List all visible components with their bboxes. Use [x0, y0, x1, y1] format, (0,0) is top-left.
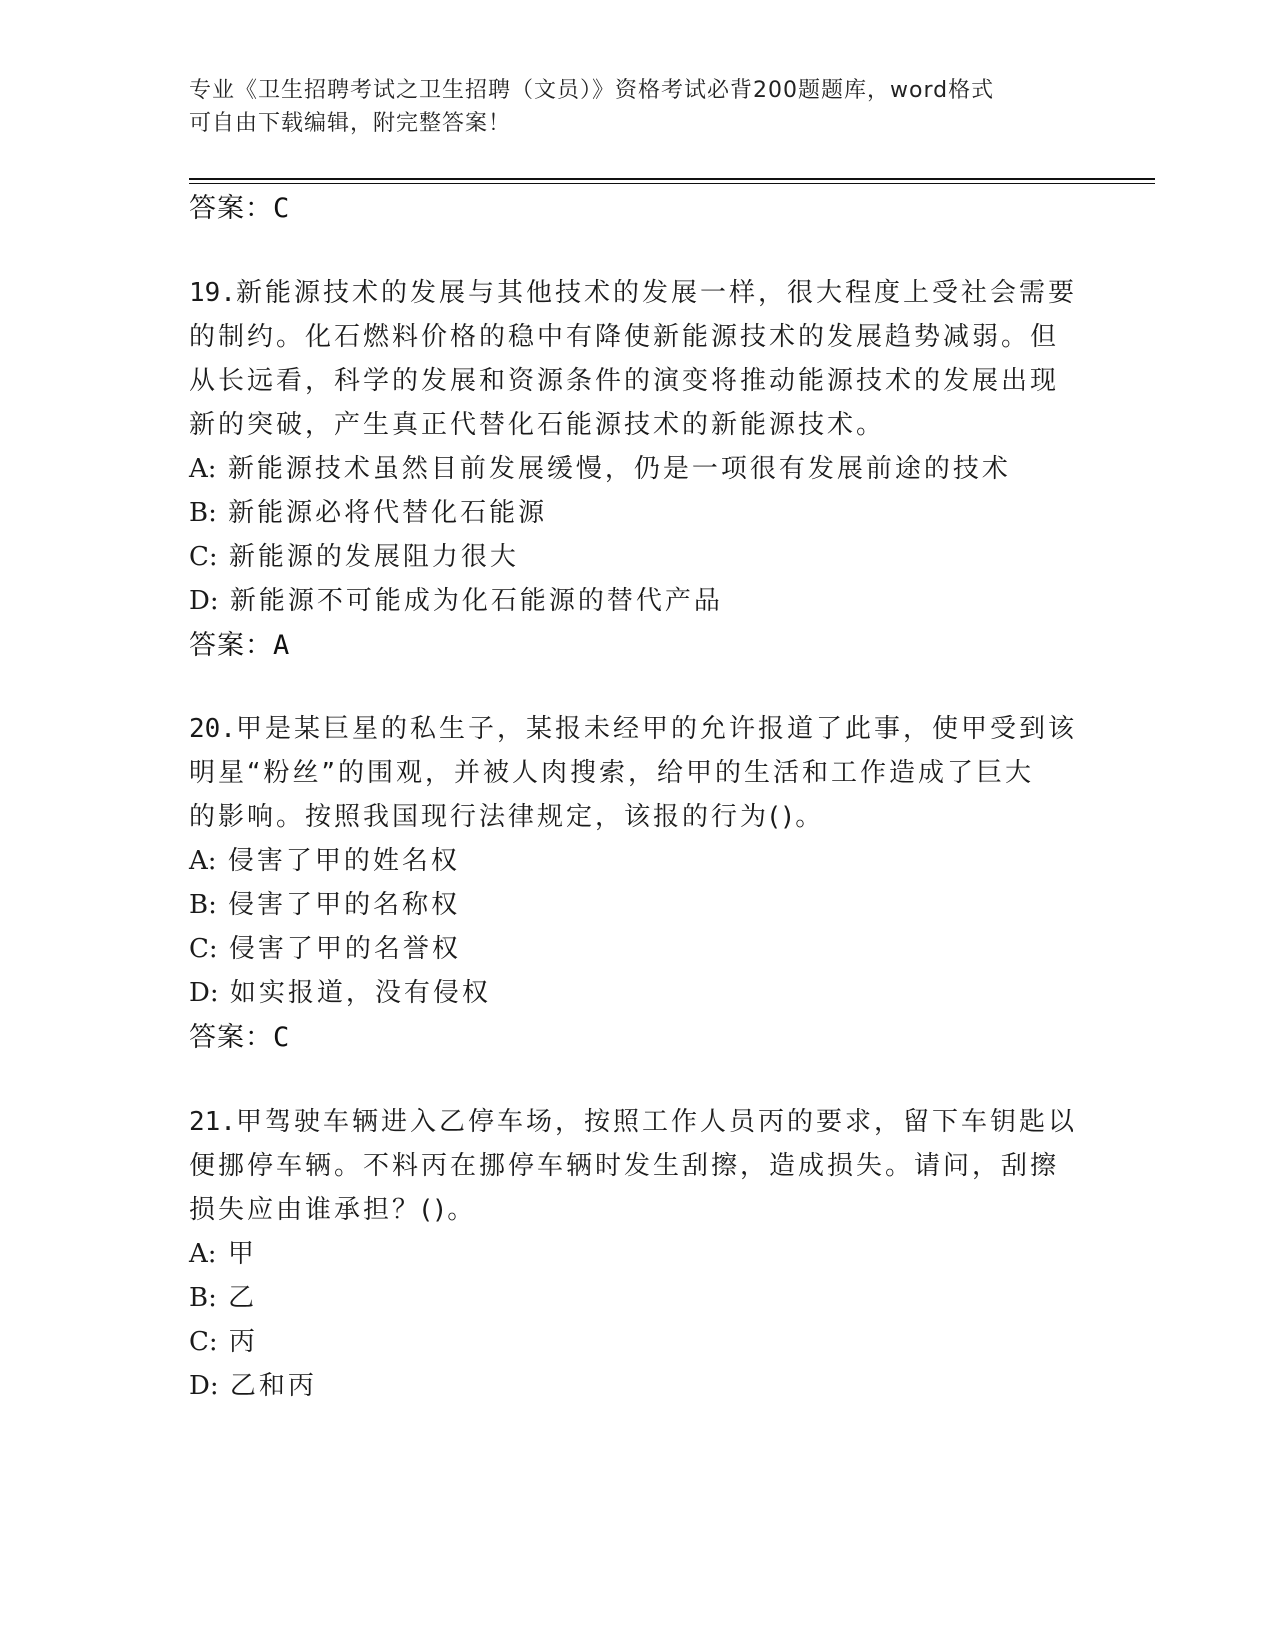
- question-number: 19.: [189, 278, 236, 308]
- question-20-option-b: [189, 884, 460, 921]
- question-number: 20.: [189, 714, 236, 744]
- option-text: 丙: [228, 1327, 258, 1357]
- question-21-option-b: [189, 1277, 257, 1314]
- option-text: 新能源技术虽然目前发展缓慢，仍是一项很有发展前途的技术: [227, 454, 1011, 484]
- question-19-line-3: 从长远看，科学的发展和资源条件的演变将推动能源技术的发展出现: [189, 366, 1060, 396]
- question-20-answer: [189, 1015, 290, 1054]
- question-19-option-b: [189, 492, 547, 529]
- option-text: 侵害了甲的名誉权: [228, 934, 461, 964]
- option-text: 新能源的发展阻力很大: [228, 542, 519, 572]
- option-letter: D:: [189, 978, 219, 1008]
- question-21-line-3: 损失应由谁承担？()。: [189, 1195, 477, 1225]
- question-20-option-a: [189, 840, 460, 877]
- question-20-option-c: [189, 928, 461, 965]
- question-19-option-d: [189, 580, 723, 617]
- question-21-option-a: [189, 1233, 257, 1270]
- question-20-line-3: 的影响。按照我国现行法律规定，该报的行为()。: [189, 802, 825, 832]
- question-20-option-d: [189, 972, 491, 1009]
- answer-label: 答案：: [189, 630, 273, 661]
- question-19-option-a: [189, 448, 1011, 485]
- question-20-line-1: [189, 708, 1077, 745]
- option-letter: A:: [189, 454, 217, 484]
- option-letter: A:: [189, 846, 217, 876]
- option-text: 如实报道，没有侵权: [229, 978, 491, 1008]
- answer-value: C: [273, 193, 291, 224]
- option-text: 新能源必将代替化石能源: [228, 498, 548, 528]
- option-letter: B:: [189, 890, 217, 920]
- question-19-line-2: 的制约。化石燃料价格的稳中有降使新能源技术的发展趋势减弱。但: [189, 322, 1060, 352]
- option-letter: C:: [189, 542, 218, 572]
- question-text: 甲驾驶车辆进入乙停车场，按照工作人员丙的要求，留下车钥匙以: [235, 1107, 1077, 1137]
- page-header: [189, 74, 1069, 140]
- question-21-option-d: [189, 1365, 317, 1402]
- option-letter: B:: [189, 1283, 217, 1313]
- option-letter: C:: [189, 934, 218, 964]
- question-19-line-1: [189, 272, 1077, 309]
- header-line-1: 专业《卫生招聘考试之卫生招聘（文员）》资格考试必背200题题库，word格式: [189, 78, 995, 103]
- header-line-2: 可自由下载编辑，附完整答案！: [189, 111, 512, 136]
- header-rule-thick: [189, 178, 1155, 180]
- question-19-option-c: [189, 536, 519, 573]
- question-number: 21.: [189, 1107, 236, 1137]
- question-21-line-1: [189, 1101, 1077, 1138]
- answer-label: 答案：: [189, 193, 273, 224]
- option-text: 新能源不可能成为化石能源的替代产品: [229, 586, 723, 616]
- option-letter: A:: [189, 1239, 217, 1269]
- header-rule-thin: [189, 183, 1155, 184]
- question-19-answer: [189, 623, 290, 662]
- question-21-option-c: [189, 1321, 258, 1358]
- option-text: 侵害了甲的名称权: [228, 890, 461, 920]
- option-letter: D:: [189, 586, 219, 616]
- option-letter: C:: [189, 1327, 218, 1357]
- option-text: 乙和丙: [229, 1371, 317, 1401]
- answer-line-prev: [189, 186, 290, 225]
- question-21-line-2: 便挪停车辆。不料丙在挪停车辆时发生刮擦，造成损失。请问，刮擦: [189, 1151, 1060, 1181]
- option-text: 乙: [228, 1283, 258, 1313]
- option-text: 侵害了甲的姓名权: [227, 846, 460, 876]
- question-text: 新能源技术的发展与其他技术的发展一样，很大程度上受社会需要: [235, 278, 1077, 308]
- answer-value: A: [273, 630, 291, 661]
- option-text: 甲: [227, 1239, 257, 1269]
- question-text: 甲是某巨星的私生子，某报未经甲的允许报道了此事，使甲受到该: [235, 714, 1077, 744]
- option-letter: D:: [189, 1371, 219, 1401]
- question-20-line-2: 明星“粉丝”的围观，并被人肉搜索，给甲的生活和工作造成了巨大: [189, 758, 1034, 788]
- answer-label: 答案：: [189, 1022, 273, 1053]
- question-19-line-4: 新的突破，产生真正代替化石能源技术的新能源技术。: [189, 410, 886, 440]
- option-letter: B:: [189, 498, 217, 528]
- answer-value: C: [273, 1022, 291, 1053]
